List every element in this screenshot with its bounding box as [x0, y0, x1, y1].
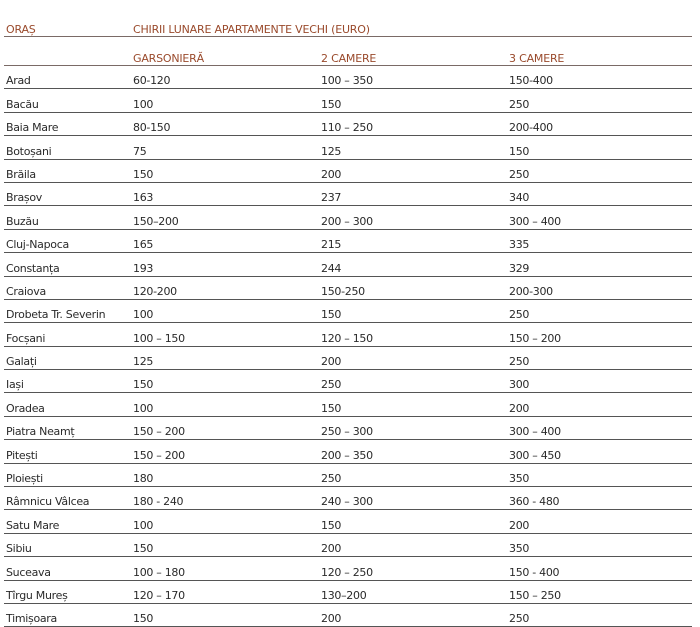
table-row: [4, 299, 692, 322]
garsoniera-cell: 163: [131, 182, 319, 205]
city-cell: Ploiești: [4, 463, 131, 486]
city-cell: Râmnicu Vâlcea: [4, 487, 131, 510]
three-rooms-cell: 200: [507, 510, 692, 533]
garsoniera-cell: 150 – 200: [131, 416, 319, 439]
two-rooms-cell: 200 – 350: [319, 440, 507, 463]
city-cell: Iași: [4, 370, 131, 393]
garsoniera-cell: 120-200: [131, 276, 319, 299]
three-rooms-cell: 360 - 480: [507, 487, 692, 510]
two-rooms-cell: 200: [319, 533, 507, 556]
three-rooms-cell: 200-400: [507, 112, 692, 135]
three-rooms-cell: 250: [507, 159, 692, 182]
three-rooms-cell: 250: [507, 89, 692, 112]
garsoniera-cell: 180 - 240: [131, 487, 319, 510]
three-rooms-cell: 150-400: [507, 66, 692, 89]
city-cell: Bacău: [4, 89, 131, 112]
three-rooms-cell: 150 – 200: [507, 323, 692, 346]
two-rooms-cell: 150-250: [319, 276, 507, 299]
city-cell: Cluj-Napoca: [4, 229, 131, 252]
two-rooms-cell: 244: [319, 253, 507, 276]
three-rooms-cell: 200: [507, 393, 692, 416]
city-cell: Piatra Neamț: [4, 416, 131, 439]
three-rooms-cell: 250: [507, 299, 692, 322]
three-rooms-cell: 350: [507, 463, 692, 486]
table-row: [4, 206, 692, 229]
city-cell: Tîrgu Mureș: [4, 580, 131, 603]
table-row: [4, 393, 692, 416]
table-row: [4, 370, 692, 393]
two-rooms-cell: 200: [319, 346, 507, 369]
table-row: [4, 136, 692, 159]
table-row: [4, 463, 692, 486]
city-cell: Galați: [4, 346, 131, 369]
city-cell: Arad: [4, 66, 131, 89]
header-spacer: [4, 37, 131, 66]
table-row: [4, 440, 692, 463]
garsoniera-cell: 165: [131, 229, 319, 252]
garsoniera-cell: 150–200: [131, 206, 319, 229]
three-rooms-cell: 300 – 400: [507, 416, 692, 439]
table-row: [4, 603, 692, 626]
garsoniera-cell: 150: [131, 370, 319, 393]
table-row: [4, 533, 692, 556]
city-cell: Suceava: [4, 557, 131, 580]
table-row: [4, 89, 692, 112]
two-rooms-cell: 240 – 300: [319, 487, 507, 510]
two-rooms-cell: 120 – 250: [319, 557, 507, 580]
two-rooms-cell: 150: [319, 89, 507, 112]
city-cell: Baia Mare: [4, 112, 131, 135]
three-rooms-cell: 250: [507, 603, 692, 626]
two-rooms-cell: 120 – 150: [319, 323, 507, 346]
header-group-title: CHIRII LUNARE APARTAMENTE VECHI (EURO): [133, 23, 370, 36]
three-rooms-cell: 300 – 400: [507, 206, 692, 229]
three-rooms-cell: 150 - 400: [507, 557, 692, 580]
city-cell: Brăila: [4, 159, 131, 182]
garsoniera-cell: 60-120: [131, 66, 319, 89]
two-rooms-cell: 237: [319, 182, 507, 205]
two-rooms-cell: 250: [319, 370, 507, 393]
two-rooms-cell: 150: [319, 510, 507, 533]
table-row: [4, 112, 692, 135]
table-row: [4, 580, 692, 603]
garsoniera-cell: 100: [131, 299, 319, 322]
garsoniera-cell: 180: [131, 463, 319, 486]
garsoniera-cell: 150: [131, 603, 319, 626]
three-rooms-cell: 329: [507, 253, 692, 276]
garsoniera-cell: 100: [131, 510, 319, 533]
header-city: ORAȘ: [4, 14, 131, 37]
city-cell: Drobeta Tr. Severin: [4, 299, 131, 322]
garsoniera-cell: 150 – 200: [131, 440, 319, 463]
garsoniera-cell: 100: [131, 89, 319, 112]
three-rooms-cell: 340: [507, 182, 692, 205]
two-rooms-cell: 100 – 350: [319, 66, 507, 89]
three-rooms-cell: 350: [507, 533, 692, 556]
header-col-3-camere: 3 CAMERE: [507, 37, 692, 66]
three-rooms-cell: 150: [507, 136, 692, 159]
table-row: [4, 253, 692, 276]
two-rooms-cell: 150: [319, 299, 507, 322]
city-cell: Botoșani: [4, 136, 131, 159]
table-row: [4, 416, 692, 439]
table-row: [4, 229, 692, 252]
three-rooms-cell: 335: [507, 229, 692, 252]
city-cell: Buzău: [4, 206, 131, 229]
garsoniera-cell: 120 – 170: [131, 580, 319, 603]
three-rooms-cell: 150 – 250: [507, 580, 692, 603]
two-rooms-cell: 130–200: [319, 580, 507, 603]
city-cell: Oradea: [4, 393, 131, 416]
table-row: [4, 159, 692, 182]
garsoniera-cell: 100 – 180: [131, 557, 319, 580]
table-row: [4, 346, 692, 369]
table-row: [4, 323, 692, 346]
two-rooms-cell: 200 – 300: [319, 206, 507, 229]
garsoniera-cell: 100: [131, 393, 319, 416]
two-rooms-cell: 215: [319, 229, 507, 252]
two-rooms-cell: 200: [319, 603, 507, 626]
two-rooms-cell: 200: [319, 159, 507, 182]
table-row: [4, 510, 692, 533]
garsoniera-cell: 150: [131, 159, 319, 182]
table-row: [4, 487, 692, 510]
header-row-group: [4, 14, 692, 37]
three-rooms-cell: 250: [507, 346, 692, 369]
city-cell: Brașov: [4, 182, 131, 205]
three-rooms-cell: 200-300: [507, 276, 692, 299]
city-cell: Craiova: [4, 276, 131, 299]
three-rooms-cell: 300: [507, 370, 692, 393]
header-row-columns: [4, 37, 692, 66]
two-rooms-cell: 150: [319, 393, 507, 416]
city-cell: Constanța: [4, 253, 131, 276]
table-row: [4, 66, 692, 89]
table-row: [4, 276, 692, 299]
table-row: [4, 182, 692, 205]
garsoniera-cell: 125: [131, 346, 319, 369]
city-cell: Satu Mare: [4, 510, 131, 533]
city-cell: Pitești: [4, 440, 131, 463]
table-body: [4, 66, 692, 627]
two-rooms-cell: 250 – 300: [319, 416, 507, 439]
city-cell: Sibiu: [4, 533, 131, 556]
header-col-garsoniera: GARSONIERĂ: [131, 37, 319, 66]
garsoniera-cell: 193: [131, 253, 319, 276]
garsoniera-cell: 150: [131, 533, 319, 556]
two-rooms-cell: 125: [319, 136, 507, 159]
two-rooms-cell: 250: [319, 463, 507, 486]
header-col-2-camere: 2 CAMERE: [319, 37, 507, 66]
city-cell: Timișoara: [4, 603, 131, 626]
three-rooms-cell: 300 – 450: [507, 440, 692, 463]
table-row: [4, 557, 692, 580]
city-cell: Focșani: [4, 323, 131, 346]
two-rooms-cell: 110 – 250: [319, 112, 507, 135]
garsoniera-cell: 80-150: [131, 112, 319, 135]
garsoniera-cell: 100 – 150: [131, 323, 319, 346]
garsoniera-cell: 75: [131, 136, 319, 159]
rent-table: [4, 14, 692, 627]
